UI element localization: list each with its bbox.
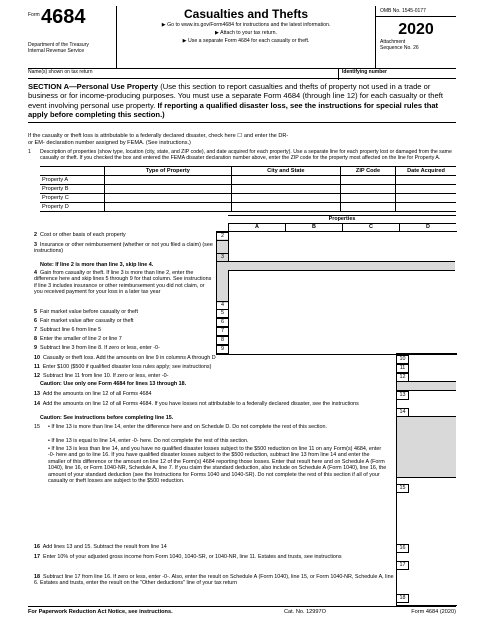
line-14: 14 Add the amounts on line 12 of all Forms 4684. If you have losses not attributable to a federally declared disaster, see the instructions [34, 401, 359, 407]
section-a-intro: SECTION A—Personal Use Property (Use this section to report casualties and thefts of property not used in a trade or business or for income-producing purposes. You must use a separate Form 4684 (through line 12) for each casualty or theft event involving personal use property. If reporting a qualified disaster loss, see the instructions for special rules that apply before completing this section.) [28, 82, 456, 123]
form-title: Casualties and Thefts [183, 7, 309, 21]
line-3: 3 Insurance or other reimbursement (whether or not you filed a claim) (see instructions) [34, 242, 213, 255]
line-8: 8 Enter the smaller of line 2 or line 7 [34, 336, 122, 342]
footer-form-number: Form 4684 (2020) [411, 609, 456, 615]
caution-2: Caution: See instructions before completing line 15. [40, 415, 174, 421]
column-d: D [399, 223, 456, 232]
section-a-heading: SECTION A—Personal Use Property [28, 82, 159, 91]
catalog-number: Cat. No. 12997O [284, 609, 326, 615]
paperwork-notice: For Paperwork Reduction Act Notice, see instructions. [28, 609, 173, 615]
property-amount-grid[interactable] [216, 231, 457, 355]
shaded-row [228, 261, 455, 271]
form-footer [28, 606, 456, 615]
line-9: 9 Subtract line 3 from line 8. If zero or less, enter -0- [34, 345, 160, 351]
line-11: 11 Enter $100 ($500 if qualified disaster loss rules apply; see instructions) [34, 364, 212, 370]
line-18: 18 Subtract line 17 from line 16. If zero or less, enter -0-. Also, enter the result on Schedule A (Form 1040), line 15, or Form 1040-NR, Schedule A, line 6. Estates and trusts, enter the result on the "Other deductions" line of your tax return [34, 574, 394, 587]
property-table: Type of Property City and State ZIP Code Date Acquired Property A Property B Property C Property D [40, 166, 456, 212]
line-15-b: • If line 13 is equal to line 14, enter -0- here. Do not complete the rest of this section. [48, 438, 249, 444]
form-title-block: Casualties and Thefts ▶ Go to www.irs.gov/Form4684 for instructions and the latest information. ▶ Attach to your tax return. ▶ Use a separate Form 4684 for each casualty or theft. [116, 6, 376, 68]
form-number: 4684 [41, 6, 86, 28]
line-16: 16 Add lines 13 and 15. Subtract the result from line 14 [34, 544, 167, 550]
line-15-c: • If line 13 is less than line 14, and you have no qualified disaster losses subject to the $500 reduction on line 11 on any Form(s) 4684, enter -0- here and go to line 16. If you have qualified disaster losses subject to the $500 reduction, subtract line 13 from line 14 and enter the smaller of this difference or the amount on line 12 of the Form(s) 4684 reporting those losses. Enter that result here and on Schedule A (Form 1040), line 16, or Form 1040-NR, Schedule A, line 7. If you claim the standard deduction, also include on Schedule A (Form 1040), line 16, the amount of your standard deduction (see the Instructions for Forms 1040 and 1040-SR). Do not complete the rest of this section if all of your casualty or theft losses are subject to the $500 reduction. [48, 446, 387, 485]
form-header [28, 6, 456, 69]
line-2: 2 Cost or other basis of each property [34, 232, 126, 238]
tax-year: 2020 [398, 21, 434, 38]
form-label: Form [28, 12, 40, 18]
property-d-label: Property D [40, 203, 105, 212]
line-12: 12 Subtract line 11 from line 10. If zero or less, enter -0- [34, 373, 169, 379]
line-3-note: Note: If line 2 is more than line 3, skip line 4. [40, 262, 154, 268]
agency: Department of the Treasury Internal Revenue Service [28, 42, 89, 54]
identifying-number-field[interactable]: Identifying number [338, 68, 390, 80]
form-page: Form 4684 Department of the Treasury Internal Revenue Service Casualties and Thefts ▶ Go to www.irs.gov/Form4684 for instructions and the latest information. ▶ Attach to your tax return. ▶ Use a separate Form 4684 for each casualty or theft. OMB No. 1545-0177 2020 Attachment Sequence No. 26 Name(s) shown on tax return Identifying number SECTION A—Personal Use Property (Use this section to report casualties and thefts of property not used in a trade or business or for income-producing purposes. You must use a separate Form 4684 (through line 12) for each casualty or theft event involving personal use property. If reporting a qualified disaster loss, see the instructions for special rules that apply before completing this section.) If the casualty or theft loss is attributable to a federally declared disaster, check here ☐ and enter the DR- or EM- declaration number assigned by FEMA. (See instructions.) 1 Description of properties (show type, location (city, state, and ZIP code), and date acquired for each property). Use a separate line for each property lost or damaged from the same casualty or theft. If you checked the box and entered the FEMA disaster declaration number above, enter the ZIP code for the property most affected on the line for Property A. Type of Property City and State ZIP Code Date Acquired Property A Property B Property C Property D Properties A B C D 2 Cost or other basis of each property 3 Insurance or other reimbursement (whether or not you filed a claim) (see instructions) Note: If line 2 is more than line 3, skip line 4. 4 Gain from casualty or theft. If line 3 is more than line 2, enter the difference here and skip lines 5 through 9 for that column. See instructions if line 3 includes insurance or other reimbursement you did not claim, or you received payment for your loss in a later tax year 5 Fair market value before casualty or theft 6 Fair market value after casualty or theft 7 Subtract line 6 from line 5 8 Enter the smaller of line 2 or line 7 9 Subtract line 3 from line 8. If zero or less, enter -0- 2 3 4 5 6 7 8 9 10 Casualty or theft loss. Add the amounts on line 9 in columns A through D 11 Enter $100 ($500 if qualified disaster loss rules apply; see instructions) 12 Subtract line 11 from line 10. If zero or less, enter -0- Caution: Use only one Form 4684 for lines 13 through 18. 13 Add the amounts on line 12 of all Forms 4684 14 Add the amounts on line 12 of all Forms 4684. If you have losses not attributable to a federally declared disaster, see the instructions Caution: See instructions before completing line 15. 15 • If line 13 is more than line 14, enter the difference here and on Schedule D. Do not complete the rest of this section. • If line 13 is equal to line 14, enter -0- here. Do not complete the rest of this section. • If line 13 is less than line 14, and you have no qualified disaster losses subject to the $500 reduction on line 11 on any Form(s) 4684, enter -0- here and go to line 16. If you have qualified disaster losses subject to the $500 reduction, subtract line 13 from line 14 and enter the smaller of this difference or the amount on line 12 of the Form(s) 4684 reporting those losses. Enter that result here and on Schedule A (Form 1040), line 16, or Form 1040-NR, Schedule A, line 7. If you claim the standard deduction, also include on Schedule A (Form 1040), line 16, the amount of your standard deduction (see the Instructions for Forms 1040 and 1040-SR). Do not complete the rest of this section if all of your casualty or theft losses are subject to the $500 reduction. 16 Add lines 13 and 15. Subtract the result from line 14 17 Enter 10% of your adjusted gross income from Form 1040, 1040-SR, or 1040-NR, line 11. Estates and trusts, see instructions 18 Subtract line 17 from line 16. If zero or less, enter -0-. Also, enter the result on Schedule A (Form 1040), line 15, or Form 1040-NR, Schedule A, line 6. Estates and trusts, enter the result on the "Other deductions" line of your tax return 10 11 12 13 14 15 16 17 18 For Paperwork Reduction Act Notice, see instructions. Cat. No. 12997O Form 4684 (2020) [28, 6, 456, 615]
line-15-a: • If line 13 is more than line 14, enter the difference here and on Schedule D. Do not complete the rest of this section. [48, 424, 327, 430]
property-b-label: Property B [40, 185, 105, 194]
line-13: 13 Add the amounts on line 12 of all Forms 4684 [34, 391, 152, 397]
line-5: 5 Fair market value before casualty or theft [34, 309, 138, 315]
fema-line[interactable]: If the casualty or theft loss is attributable to a federally declared disaster, check here ☐ and enter the DR- or EM- declaration number assigned by FEMA. (See instructions.) [28, 133, 289, 146]
column-a: A [228, 223, 286, 232]
property-a-label: Property A [40, 176, 105, 185]
caution-1: Caution: Use only one Form 4684 for lines 13 through 18. [40, 381, 187, 387]
column-b: B [285, 223, 343, 232]
line-6: 6 Fair market value after casualty or theft [34, 318, 134, 324]
form-number-block [28, 6, 117, 68]
name-field[interactable]: Name(s) shown on tax return [28, 69, 93, 75]
omb-number: OMB No. 1545-0177 [376, 6, 456, 17]
omb-block: OMB No. 1545-0177 2020 Attachment Sequence No. 26 [375, 6, 456, 68]
line-15-number: 15 [34, 424, 40, 430]
name-row [28, 68, 456, 79]
line-7: 7 Subtract line 6 from line 5 [34, 327, 102, 333]
instruction-link[interactable]: ▶ Go to www.irs.gov/Form4684 for instructions and the latest information. [161, 22, 331, 28]
column-c: C [342, 223, 400, 232]
line-17: 17 Enter 10% of your adjusted gross income from Form 1040, 1040-SR, or 1040-NR, line 11. Estates and trusts, see instructions [34, 554, 342, 560]
line-1-description: 1 Description of properties (show type, location (city, state, and ZIP code), and date acquired for each property). Use a separate line for each property lost or damaged from the same casualty or theft. If you checked the box and entered the FEMA disaster declaration number above, enter the ZIP code for the property most affected on the line for Property A. [28, 149, 452, 162]
line-4: 4 Gain from casualty or theft. If line 3 is more than line 2, enter the difference here and skip lines 5 through 9 for that column. See instructions if line 3 includes insurance or other reimbursement you did not claim, or you received payment for your loss in a later tax year [34, 270, 212, 296]
properties-heading: Properties [228, 215, 456, 224]
sequence-number: Sequence No. 26 [380, 45, 419, 51]
line-10: 10 Casualty or theft loss. Add the amounts on line 9 in columns A through D [34, 355, 216, 361]
property-c-label: Property C [40, 194, 105, 203]
